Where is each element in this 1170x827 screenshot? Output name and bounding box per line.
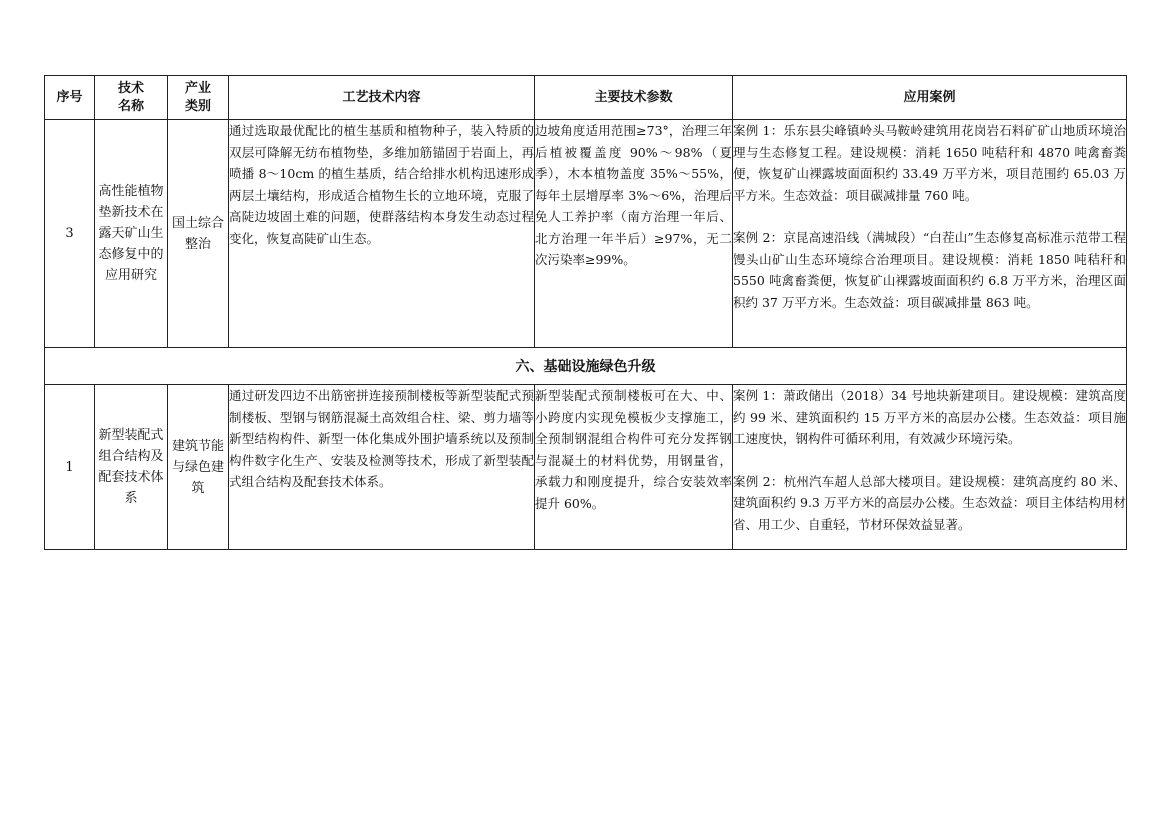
table-row <box>45 120 1127 348</box>
row-no: 3 <box>45 120 95 348</box>
case-1: 案例 1：萧政储出（2018）34 号地块新建项目。建设规模：建筑高度约 99 米、建筑面积约 15 万平方米的高层办公楼。生态效益：项目施工速度快，钢构件可循环利用，有效减少环境污染。 <box>733 388 1126 446</box>
section-row <box>45 348 1127 385</box>
header-category: 产业 类别 <box>168 76 229 120</box>
case-1: 案例 1：乐东县尖峰镇岭头马鞍岭建筑用花岗岩石料矿矿山地质环境治理与生态修复工程。建设规模：消耗 1650 吨秸秆和 4870 吨禽畜粪便，恢复矿山裸露坡面面积约 33.49 万平方米，项目范围约 65.03 万平方米。生态效益：项目碳减排量 760 吨。 <box>733 123 1126 203</box>
table-row <box>45 385 1127 550</box>
row-cases <box>733 120 1127 348</box>
row-name: 高性能植物垫新技术在露天矿山生态修复中的应用研究 <box>95 120 168 348</box>
row-no: 1 <box>45 385 95 550</box>
row-cases <box>733 385 1127 550</box>
case-2: 案例 2：杭州汽车超人总部大楼项目。建设规模：建筑高度约 80 米、建筑面积约 9.3 万平方米的高层办公楼。生态效益：项目主体结构用材省、用工少、自重轻，节材环保效益显著。 <box>733 473 1126 532</box>
section-title: 六、基础设施绿色升级 <box>45 348 1127 385</box>
header-name: 技术 名称 <box>95 76 168 120</box>
row-process: 通过选取最优配比的植生基质和植物种子，装入特质的双层可降解无纺布植物垫，多维加筋锚固于岩面上，再喷播 8～10cm 的植生基质，结合给排水机构迅速形成两层土壤结构，形成适合植物生长的立地环境，克服了高陡边坡固土难的问题，使群落结构本身发生动态过程变化，恢复高陡矿山生态。 <box>229 120 535 348</box>
row-name: 新型装配式组合结构及配套技术体系 <box>95 385 168 550</box>
header-process: 工艺技术内容 <box>229 76 535 120</box>
header-no: 序号 <box>45 76 95 120</box>
row-process: 通过研发四边不出筋密拼连接预制楼板等新型装配式预制楼板、型钢与钢筋混凝土高效组合柱、梁、剪力墙等新型结构构件、新型一体化集成外围护墙系统以及预制构件数字化生产、安装及检测等技术，形成了新型装配式组合结构及配套技术体系。 <box>229 385 535 550</box>
row-category: 建筑节能与绿色建筑 <box>168 385 229 550</box>
case-2: 案例 2：京昆高速沿线（满城段）“白茬山”生态修复高标准示范带工程馒头山矿山生态环境综合治理项目。建设规模：消耗 1850 吨秸秆和 5550 吨禽畜粪便，恢复矿山裸露坡面面积约 6.8 万平方米，治理区面积约 37 万平方米。生态效益：项目碳减排量 863 吨。 <box>733 230 1126 310</box>
header-params: 主要技术参数 <box>535 76 733 120</box>
header-row <box>45 76 1127 120</box>
header-cases: 应用案例 <box>733 76 1127 120</box>
technology-table <box>44 75 1127 550</box>
row-params: 新型装配式预制楼板可在大、中、小跨度内实现免模板少支撑施工，全预制钢混组合构件可充分发挥钢与混凝土的材料优势，用钢量省，承载力和刚度提升，综合安装效率提升 60%。 <box>535 385 733 550</box>
row-category: 国土综合整治 <box>168 120 229 348</box>
row-params: 边坡角度适用范围≥73°，治理三年后植被覆盖度 90%～98%（夏季），木本植物盖度 35%～55%，每年土层增厚率 3%～6%，治理后免人工养护率（南方治理一年后、北方治理一年半后）≥97%，无二次污染率≥99%。 <box>535 120 733 348</box>
